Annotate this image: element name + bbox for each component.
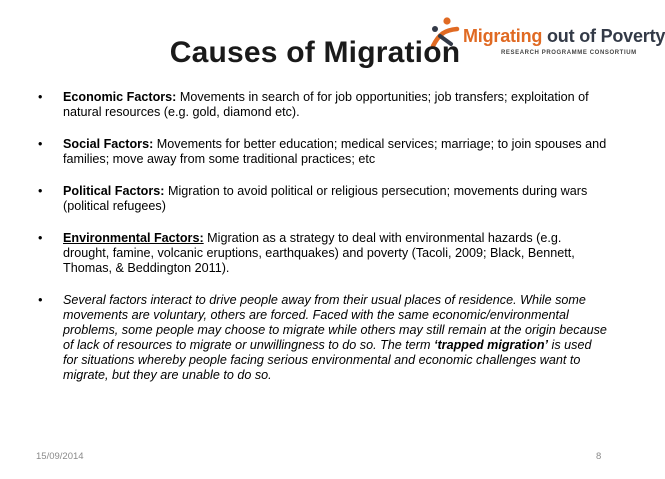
bullet-social (38, 137, 608, 167)
bullet-marker: • (38, 184, 43, 198)
bullet-text: Migration to avoid political or religious persecution; movements during wars (political refugees) (63, 184, 588, 213)
bullet-list (38, 90, 608, 383)
bullet-label: Political Factors: (63, 184, 165, 198)
bullet-environmental (38, 231, 608, 276)
bullet-label: Social Factors: (63, 137, 154, 151)
bullet-text: Movements in search of for job opportunities; job transfers; exploitation of natural resources (e.g. gold, diamond etc). (63, 90, 589, 119)
bullet-label: Environmental Factors: (63, 231, 204, 245)
bullet-text: Migration as a strategy to deal with environmental hazards (e.g. drought, famine, volcanic eruptions, earthquakes) and poverty (Tacoli, 2009; Black, Bennett, Thomas, & Beddington 2011). (63, 231, 575, 275)
bullet-political (38, 184, 608, 214)
bullet-text: Movements for better education; medical services; marriage; to join spouses and families; move away from some traditional practices; etc (63, 137, 607, 166)
bullet-economic (38, 90, 608, 120)
footer-date: 15/09/2014 (36, 451, 84, 462)
bullet-marker: • (38, 293, 43, 307)
logo-name-accent: Migrating (463, 26, 543, 46)
logo-name (463, 26, 665, 47)
bullet-marker: • (38, 90, 43, 104)
trapped-migration-term: ‘trapped migration’ (433, 338, 549, 352)
logo-name-rest: out of Poverty (542, 26, 665, 46)
bullet-text-before: Several factors interact to drive people away from their usual places of residence. While some movements are voluntary, others are forced. Faced with the same economic/environmental problems, some people may choose to migrate while others may still remain at the origin because of lack of resources to migrate or unwillingness to do so. The term (63, 293, 607, 352)
logo-subtitle: RESEARCH PROGRAMME CONSORTIUM (501, 50, 637, 56)
bullet-label: Economic Factors: (63, 90, 177, 104)
bullet-marker: • (38, 137, 43, 151)
slide-title: Causes of Migration (169, 36, 461, 69)
bullet-several-factors (38, 293, 608, 383)
page-number: 8 (596, 451, 602, 462)
bullet-marker: • (38, 231, 43, 245)
bullet-text-after: is used for situations whereby people facing serious environmental and economic challenges want to migrate, but they are unable to do so. (63, 338, 592, 382)
